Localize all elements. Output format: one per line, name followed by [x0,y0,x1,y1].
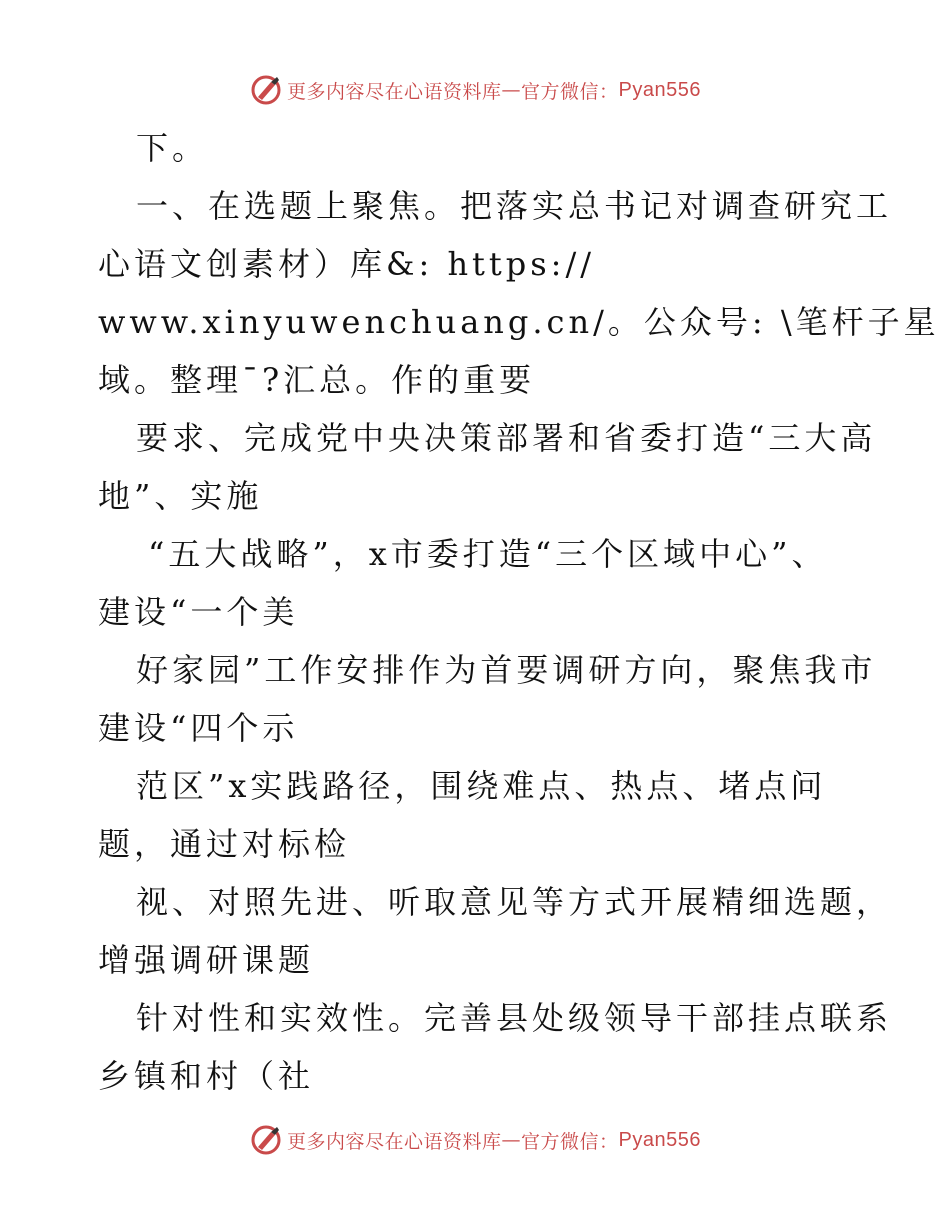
footer-banner [0,1118,950,1162]
text-line: 一、在选题上聚焦。把落实总书记对调查研究工 [136,187,893,225]
brush-logo-icon [249,1123,283,1157]
text-line: 要求、完成党中央决策部署和省委打造“三大高 [136,419,877,457]
text-line: 下。 [136,129,209,167]
text-line: 针对性和实效性。完善县处级领导干部挂点联系 [136,999,893,1037]
banner-separator: — [501,79,522,101]
banner-wechat-id: Pyan556 [618,78,701,101]
text-line: 范区”x实践路径，围绕难点、热点、堵点问 [136,767,827,805]
banner-main-text: 更多内容尽在心语资料库 [287,80,502,103]
banner-wechat-id: Pyan556 [618,1128,701,1151]
text-line: “五大战略”，x市委打造“三个区域中心”、 [148,535,828,573]
banner-wechat-label: 官方微信： [521,1130,619,1153]
text-line: www.xinyuwenchuang.cn/。公众号: \笔杆子星 [98,303,940,341]
text-line: 视、对照先进、听取意见等方式开展精细选题， [136,883,893,921]
brush-logo-icon [249,73,283,107]
text-line: 域。整理¯?汇总。作的重要 [98,361,536,399]
text-line: 好家园”工作安排作为首要调研方向，聚焦我市 [136,651,877,689]
text-line: 建设“四个示 [98,709,299,747]
text-line: 题，通过对标检 [98,825,351,863]
text-line: 建设“一个美 [98,593,299,631]
text-line: 增强调研课题 [98,941,315,979]
banner-main-text: 更多内容尽在心语资料库 [287,1130,502,1153]
text-line: 地”、实施 [98,477,263,515]
text-line: 乡镇和村（社 [98,1057,315,1095]
header-banner [0,68,950,112]
banner-wechat-label: 官方微信： [521,80,619,103]
text-line: 心语文创素材）库&: https:// [98,245,596,283]
banner-separator: — [501,1129,522,1151]
